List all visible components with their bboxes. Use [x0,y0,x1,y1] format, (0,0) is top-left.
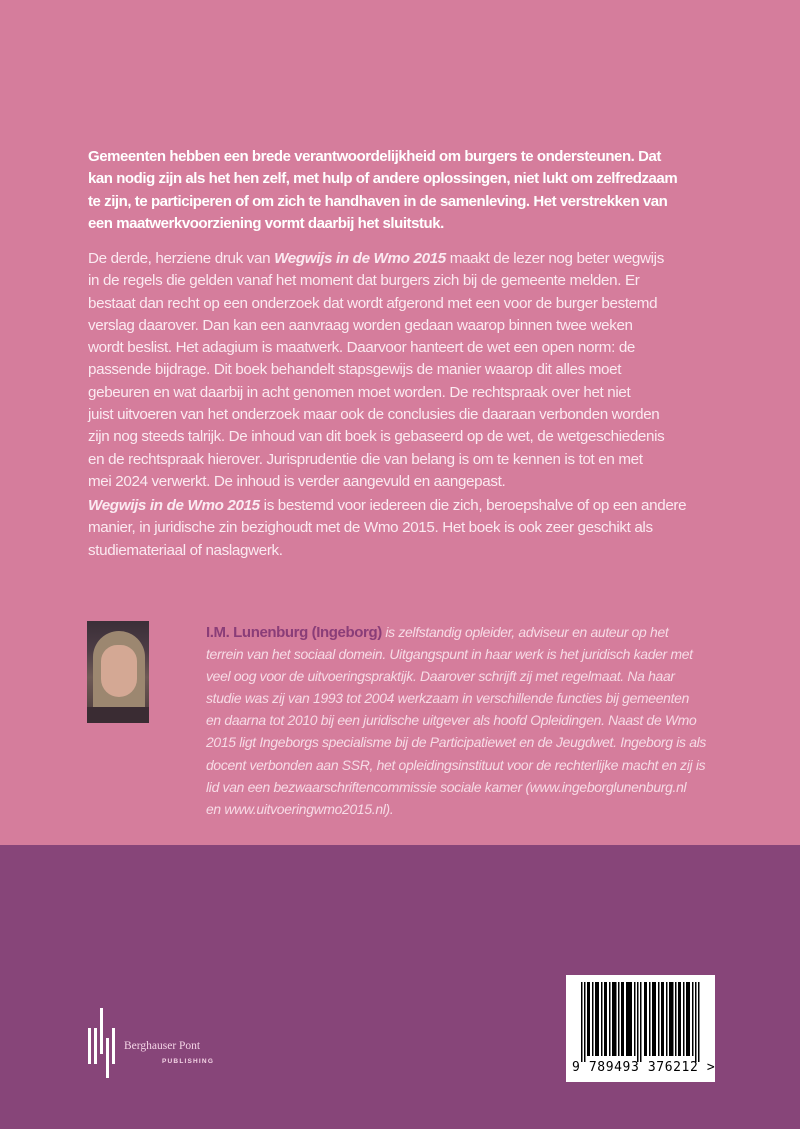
author-bio-line: lid van een bezwaarschriftencommissie sociale kamer (www.ingeborglunenburg.nl [206,778,687,795]
author-bio [206,621,776,820]
author-photo [87,621,149,723]
description-first-line [88,248,728,270]
description-line: mei 2024 verwerkt. De inhoud is verder aangevuld en aangepast. [88,472,506,490]
audience-suffix: is bestemd voor iedereen die zich, beroepshalve of op een andere [259,497,687,514]
description-prefix: De derde, herziene druk van [88,250,275,267]
description-line: zijn nog steeds talrijk. De inhoud van dit boek is gebaseerd op de wet, de wetgeschiedenis [88,428,665,446]
author-bio-line: veel oog voor de uitvoeringspraktijk. Daarover schrijft zij met regelmaat. Na haar [206,668,675,685]
intro-line: te zijn, te participeren of om zich te handhaven in de samenleving. Het verstrekken van [88,192,668,210]
book-title: Wegwijs in de Wmo 2015 [274,250,446,267]
publisher-name: Berghauser Pont [124,1040,201,1052]
description-line: bestaat dan recht op een onderzoek dat wordt afgerond met een voor de burger bestemd [88,294,658,312]
description-line: juist uitvoeren van het onderzoek maar ook de conclusies die daaraan verbonden worden [88,406,660,424]
audience-line: studiemateriaal of naslagwerk. [88,541,283,559]
author-bio-line: en www.uitvoeringwmo2015.nl). [206,800,394,817]
intro-paragraph [88,146,728,235]
description-line: in de regels die gelden vanaf het moment dat burgers zich bij de gemeente melden. Er [88,272,640,290]
description-line: wordt beslist. Het adagium is maatwerk. Daarvoor hanteert de wet een open norm: de [88,339,636,357]
isbn-barcode [566,975,715,1082]
description-paragraph [88,248,728,493]
audience-line: manier, in juridische zin bezighoudt met de Wmo 2015. Het boek is ook zeer geschikt als [88,519,653,537]
author-bio-line: terrein van het sociaal domein. Uitgangspunt in haar werk is het juridisch kader met [206,646,693,663]
description-line: gebeuren en wat daarbij in acht genomen moet worden. De rechtspraak over het niet [88,383,631,401]
book-title: Wegwijs in de Wmo 2015 [88,497,260,514]
intro-line: kan nodig zijn als het hen zelf, met hulp of andere oplossingen, niet lukt om zelfredzaam [88,170,678,188]
description-suffix: maakt de lezer nog beter wegwijs [445,250,664,267]
photo-shoulder-shape [87,707,149,723]
intro-line: een maatwerkvoorziening vormt daarbij het sluitstuk. [88,214,444,232]
intro-line: Gemeenten hebben een brede verantwoordelijkheid om burgers te ondersteunen. Dat [88,148,661,165]
description-line: en de rechtspraak hierover. Jurisprudentie die van belang is om te kennen is tot en met [88,450,643,468]
author-name: I.M. Lunenburg (Ingeborg) [206,624,382,641]
author-bio-line: docent verbonden aan SSR, het opleidingsinstituut voor de rechterlijke macht en zij is [206,756,706,773]
author-bio-first-line [206,621,776,643]
vertical-bars-logo-icon [86,1008,116,1080]
barcode-bars-icon [575,982,707,1062]
description-line: verslag daarover. Dan kan een aanvraag worden gedaan waarop binnen twee weken [88,316,633,334]
photo-face-shape [101,645,137,697]
description-line: passende bijdrage. Dit boek behandelt stapsgewijs de manier waarop dit alles moet [88,361,622,379]
audience-first-line [88,495,728,517]
author-bio-suffix: is zelfstandig opleider, adviseur en auteur op het [381,624,669,640]
publisher-subtitle: PUBLISHING [162,1058,215,1065]
publisher-logo [86,1008,226,1080]
author-bio-line: 2015 ligt Ingeborgs specialisme bij de Participatiewet en de Jeugdwet. Ingeborg is als [206,734,707,751]
isbn-digits: 9 789493 376212 > [572,1060,716,1075]
author-bio-line: en daarna tot 2010 bij een juridische uitgever als hoofd Opleidingen. Naast de Wmo [206,712,697,729]
audience-paragraph [88,495,728,562]
author-bio-line: studie was zij van 1993 tot 2004 werkzaam in verschillende functies bij gemeenten [206,690,689,707]
